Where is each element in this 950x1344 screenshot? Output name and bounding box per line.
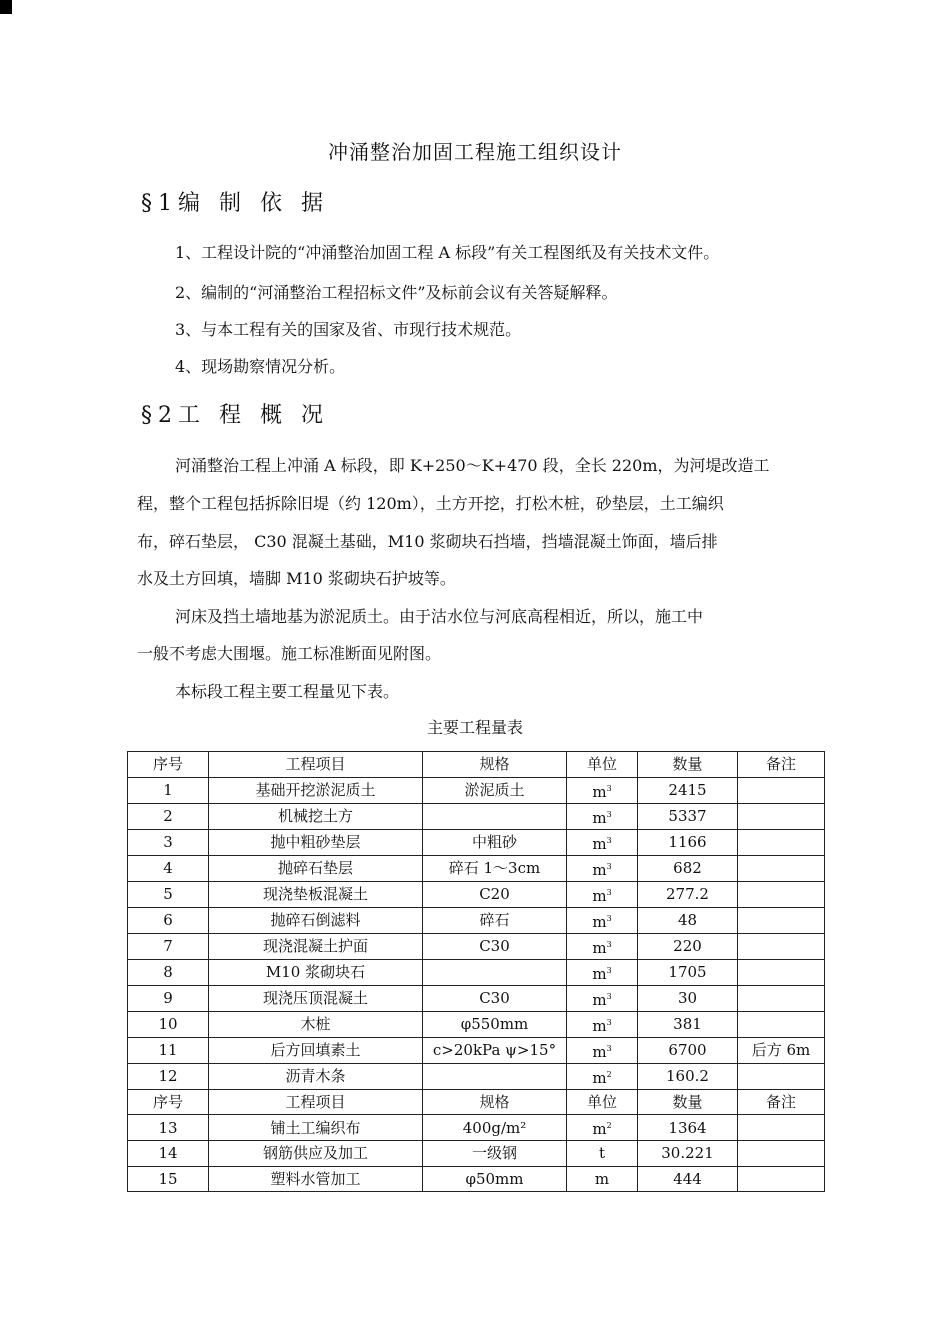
cell-qty: 160.2 xyxy=(638,1063,738,1089)
unit-exponent: 3 xyxy=(606,1043,612,1053)
overview-para2-line2: 一般不考虑大围堰。施工标准断面见附图。 xyxy=(137,644,442,663)
cell-unit: $m^3$ xyxy=(567,985,638,1011)
cell-unit: $m^3$ xyxy=(567,855,638,881)
cell-remark: 后方 6m xyxy=(738,1037,825,1063)
cell-remark xyxy=(738,985,825,1011)
cell-unit: $m^3$ xyxy=(567,881,638,907)
cell-qty: 682 xyxy=(638,855,738,881)
cell-no: 1 xyxy=(128,777,209,803)
cell-spec: C30 xyxy=(423,933,567,959)
cell-spec xyxy=(423,1063,567,1089)
basis-item-3: 3、与本工程有关的国家及省、市现行技术规范。 xyxy=(175,320,522,339)
col-header-spec: 规格 xyxy=(423,752,567,778)
unit-exponent: 3 xyxy=(606,809,612,819)
cell-qty: 444 xyxy=(638,1166,738,1192)
cell-unit: $m^3$ xyxy=(567,803,638,829)
cell-item: 铺土工编织布 xyxy=(209,1115,423,1141)
unit-exponent: 2 xyxy=(606,1121,612,1131)
cell-qty: 48 xyxy=(638,907,738,933)
cell-unit: $m^3$ xyxy=(567,829,638,855)
unit-exponent: 3 xyxy=(606,861,612,871)
cell-item: 抛碎石垫层 xyxy=(209,855,423,881)
unit-exponent: 3 xyxy=(606,887,612,897)
unit-exponent: 3 xyxy=(606,939,612,949)
cell-qty: 220 xyxy=(638,933,738,959)
table-header-row xyxy=(128,752,825,778)
col-header-spec: 规格 xyxy=(423,1089,567,1115)
cell-spec: 中粗砂 xyxy=(423,829,567,855)
cell-spec: 碎石 xyxy=(423,907,567,933)
cell-unit: $m^3$ xyxy=(567,1037,638,1063)
cell-no: 5 xyxy=(128,881,209,907)
cell-spec xyxy=(423,803,567,829)
table-row xyxy=(128,959,825,985)
basis-item-4: 4、现场勘察情况分析。 xyxy=(175,357,346,376)
cell-unit: $m^3$ xyxy=(567,959,638,985)
table-row xyxy=(128,829,825,855)
section-1-heading: §1编 制 依 据 xyxy=(141,191,329,216)
cell-item: 后方回填素土 xyxy=(209,1037,423,1063)
cell-qty: 1166 xyxy=(638,829,738,855)
overview-para1-line1: 河涌整治工程上冲涌 A 标段，即 K+250～K+470 段，全长 220m，为河堤改造工 xyxy=(175,456,770,475)
col-header-unit: 单位 xyxy=(567,752,638,778)
cell-spec: C20 xyxy=(423,881,567,907)
cell-item: 基础开挖淤泥质土 xyxy=(209,777,423,803)
cell-spec xyxy=(423,959,567,985)
cell-no: 10 xyxy=(128,1011,209,1037)
cell-no: 4 xyxy=(128,855,209,881)
table-row xyxy=(128,1166,825,1192)
table-row xyxy=(128,803,825,829)
col-header-unit: 单位 xyxy=(567,1089,638,1115)
cell-spec: C30 xyxy=(423,985,567,1011)
cell-remark xyxy=(738,777,825,803)
table-row xyxy=(128,1063,825,1089)
cell-qty: 6700 xyxy=(638,1037,738,1063)
unit-exponent: 3 xyxy=(606,1017,612,1027)
cell-remark xyxy=(738,1141,825,1167)
document-title: 冲涌整治加固工程施工组织设计 xyxy=(328,140,622,164)
cell-remark xyxy=(738,1011,825,1037)
basis-item-2: 2、编制的“河涌整治工程招标文件”及标前会议有关答疑解释。 xyxy=(175,283,618,302)
cell-remark xyxy=(738,829,825,855)
unit-exponent: 3 xyxy=(606,835,612,845)
table-row xyxy=(128,907,825,933)
cell-item: 现浇压顶混凝土 xyxy=(209,985,423,1011)
cell-item: 抛中粗砂垫层 xyxy=(209,829,423,855)
cell-unit: $m^3$ xyxy=(567,1011,638,1037)
cell-no: 13 xyxy=(128,1115,209,1141)
cell-no: 8 xyxy=(128,959,209,985)
cell-item: 沥青木条 xyxy=(209,1063,423,1089)
cell-qty: 5337 xyxy=(638,803,738,829)
cell-item: 现浇混凝土护面 xyxy=(209,933,423,959)
cell-unit: m xyxy=(567,1166,638,1192)
col-header-qty: 数量 xyxy=(638,752,738,778)
overview-para1-line4: 水及土方回填，墙脚 M10 浆砌块石护坡等。 xyxy=(137,569,456,588)
cell-no: 11 xyxy=(128,1037,209,1063)
quantity-table xyxy=(127,751,825,1192)
cell-remark xyxy=(738,933,825,959)
cell-item: 木桩 xyxy=(209,1011,423,1037)
col-header-no: 序号 xyxy=(128,1089,209,1115)
cell-item: 塑料水管加工 xyxy=(209,1166,423,1192)
overview-para1-line2: 程，整个工程包括拆除旧堤（约 120m），土方开挖，打松木桩，砂垫层，土工编织 xyxy=(137,494,724,513)
cell-unit: $m^3$ xyxy=(567,777,638,803)
cell-unit: $m^3$ xyxy=(567,907,638,933)
basis-item-1: 1、工程设计院的“冲涌整治加固工程 A 标段”有关工程图纸及有关技术文件。 xyxy=(175,243,720,262)
cell-spec: φ550mm xyxy=(423,1011,567,1037)
cell-remark xyxy=(738,1166,825,1192)
unit-exponent: 3 xyxy=(606,991,612,1001)
table-row xyxy=(128,985,825,1011)
cell-remark xyxy=(738,1115,825,1141)
cell-no: 6 xyxy=(128,907,209,933)
col-header-item: 工程项目 xyxy=(209,1089,423,1115)
cell-spec: 淤泥质土 xyxy=(423,777,567,803)
cell-unit: t xyxy=(567,1141,638,1167)
cell-no: 3 xyxy=(128,829,209,855)
cell-item: 钢筋供应及加工 xyxy=(209,1141,423,1167)
cell-spec: 碎石 1～3cm xyxy=(423,855,567,881)
cell-remark xyxy=(738,855,825,881)
section-2-heading: §2工 程 概 况 xyxy=(141,403,329,428)
table-row xyxy=(128,777,825,803)
col-header-remark: 备注 xyxy=(738,1089,825,1115)
table-row xyxy=(128,1037,825,1063)
cell-qty: 2415 xyxy=(638,777,738,803)
cell-no: 15 xyxy=(128,1166,209,1192)
cell-remark xyxy=(738,907,825,933)
cell-remark xyxy=(738,959,825,985)
unit-exponent: 3 xyxy=(606,965,612,975)
cell-item: 抛碎石倒滤料 xyxy=(209,907,423,933)
cell-qty: 1364 xyxy=(638,1115,738,1141)
cell-remark xyxy=(738,881,825,907)
cell-unit: $m^2$ xyxy=(567,1115,638,1141)
cell-no: 7 xyxy=(128,933,209,959)
unit-exponent: 2 xyxy=(606,1069,612,1079)
cell-unit: $m^3$ xyxy=(567,933,638,959)
cell-qty: 381 xyxy=(638,1011,738,1037)
overview-para3: 本标段工程主要工程量见下表。 xyxy=(175,682,400,701)
cell-spec: 一级钢 xyxy=(423,1141,567,1167)
overview-para1-line3: 布，碎石垫层， C30 混凝土基础，M10 浆砌块石挡墙，挡墙混凝土饰面，墙后排 xyxy=(137,532,718,551)
table-row xyxy=(128,881,825,907)
cell-no: 2 xyxy=(128,803,209,829)
corner-mark xyxy=(0,0,12,14)
cell-qty: 1705 xyxy=(638,959,738,985)
table-row xyxy=(128,1115,825,1141)
cell-item: 机械挖土方 xyxy=(209,803,423,829)
cell-spec: φ50mm xyxy=(423,1166,567,1192)
unit-exponent: 3 xyxy=(606,783,612,793)
table-row xyxy=(128,855,825,881)
col-header-no: 序号 xyxy=(128,752,209,778)
unit-exponent: 3 xyxy=(606,913,612,923)
cell-spec: 400g/m² xyxy=(423,1115,567,1141)
cell-item: 现浇垫板混凝土 xyxy=(209,881,423,907)
cell-unit: $m^2$ xyxy=(567,1063,638,1089)
cell-qty: 30.221 xyxy=(638,1141,738,1167)
col-header-item: 工程项目 xyxy=(209,752,423,778)
overview-para2-line1: 河床及挡土墙地基为淤泥质土。由于沽水位与河底高程相近，所以，施工中 xyxy=(175,607,704,626)
col-header-qty: 数量 xyxy=(638,1089,738,1115)
cell-remark xyxy=(738,803,825,829)
table-row xyxy=(128,1011,825,1037)
cell-no: 9 xyxy=(128,985,209,1011)
cell-no: 12 xyxy=(128,1063,209,1089)
cell-qty: 277.2 xyxy=(638,881,738,907)
cell-spec: c>20kPa ψ>15° xyxy=(423,1037,567,1063)
cell-qty: 30 xyxy=(638,985,738,1011)
table-header-row-repeat xyxy=(128,1089,825,1115)
cell-item: M10 浆砌块石 xyxy=(209,959,423,985)
col-header-remark: 备注 xyxy=(738,752,825,778)
table-row xyxy=(128,1141,825,1167)
table-row xyxy=(128,933,825,959)
table-caption: 主要工程量表 xyxy=(426,718,523,737)
cell-no: 14 xyxy=(128,1141,209,1167)
cell-remark xyxy=(738,1063,825,1089)
